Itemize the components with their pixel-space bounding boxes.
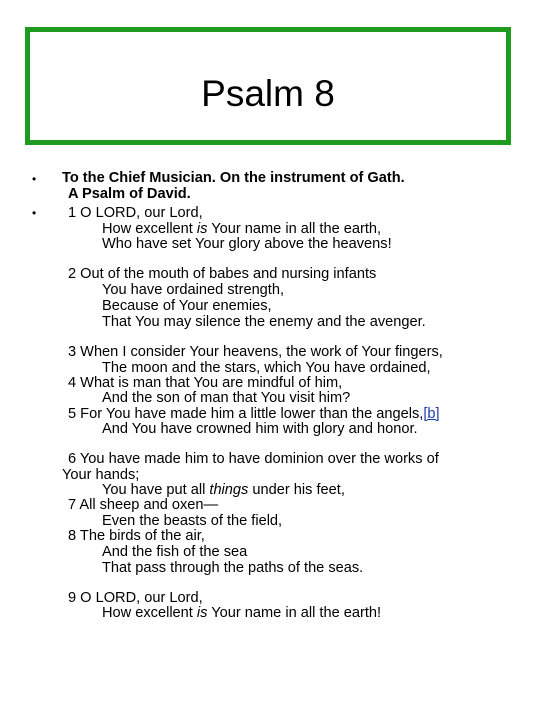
verse-8-line-3: That pass through the paths of the seas. [102, 560, 364, 576]
verse-5-line-2: And You have crowned him with glory and honor. [102, 421, 418, 437]
verse-4-line-2: And the son of man that You visit him? [102, 390, 351, 406]
verse-2-line-4: That You may silence the enemy and the avenger. [102, 314, 426, 330]
verse-7-line-2: Even the beasts of the field, [102, 513, 283, 529]
verse-8-line-2: And the fish of the sea [102, 544, 248, 560]
verse-6-line-2 [102, 482, 345, 498]
verse-4-line-1: 4 What is man that You are mindful of him, [68, 375, 343, 391]
verse-3-line-1: 3 When I consider Your heavens, the work of Your fingers, [68, 344, 443, 360]
verse-5-line-1 [68, 406, 440, 422]
verse-9-line-1: 9 O LORD, our Lord, [68, 590, 203, 606]
slide-title: Psalm 8 [201, 73, 335, 114]
verse-6-line-1b: Your hands; [62, 467, 140, 483]
verse-9-line-2-pre: How excellent [102, 605, 197, 621]
verse-6-line-2-post: under his feet, [248, 482, 345, 498]
verse-1-line-1: 1 O LORD, our Lord, [68, 205, 203, 221]
verse-9-line-2-post: Your name in all the earth! [207, 605, 382, 621]
intro-line-1: To the Chief Musician. On the instrument of Gath. [62, 170, 405, 186]
verse-7-line-1: 7 All sheep and oxen— [68, 497, 219, 513]
verse-5-line-1-text: 5 For You have made him a little lower than the angels, [68, 406, 424, 422]
bullet-2: • [32, 206, 37, 220]
verse-2-line-1: 2 Out of the mouth of babes and nursing infants [68, 266, 377, 282]
bullet-1: • [32, 172, 37, 186]
verse-1-line-2-pre: How excellent [102, 221, 197, 237]
verse-8-line-1: 8 The birds of the air, [68, 528, 205, 544]
footnote-link[interactable]: [b] [423, 406, 440, 422]
intro-line-2: A Psalm of David. [68, 186, 191, 202]
verse-6-line-2-pre: You have put all [102, 482, 210, 498]
title-box [25, 27, 511, 145]
verse-3-line-2: The moon and the stars, which You have ordained, [102, 360, 431, 376]
verse-9-line-2-em: is [196, 605, 208, 621]
verse-1-line-2-em: is [196, 221, 208, 237]
verse-1-line-3: Who have set Your glory above the heavens! [102, 236, 392, 252]
verse-2-line-2: You have ordained strength, [102, 282, 285, 298]
verse-6-line-2-em: things [209, 482, 249, 498]
verse-1-line-2-post: Your name in all the earth, [207, 221, 382, 237]
verse-9-line-2 [102, 605, 381, 621]
verse-1-line-2 [102, 221, 381, 237]
verse-2-line-3: Because of Your enemies, [102, 298, 272, 314]
verse-6-line-1: 6 You have made him to have dominion over the works of [68, 451, 439, 467]
